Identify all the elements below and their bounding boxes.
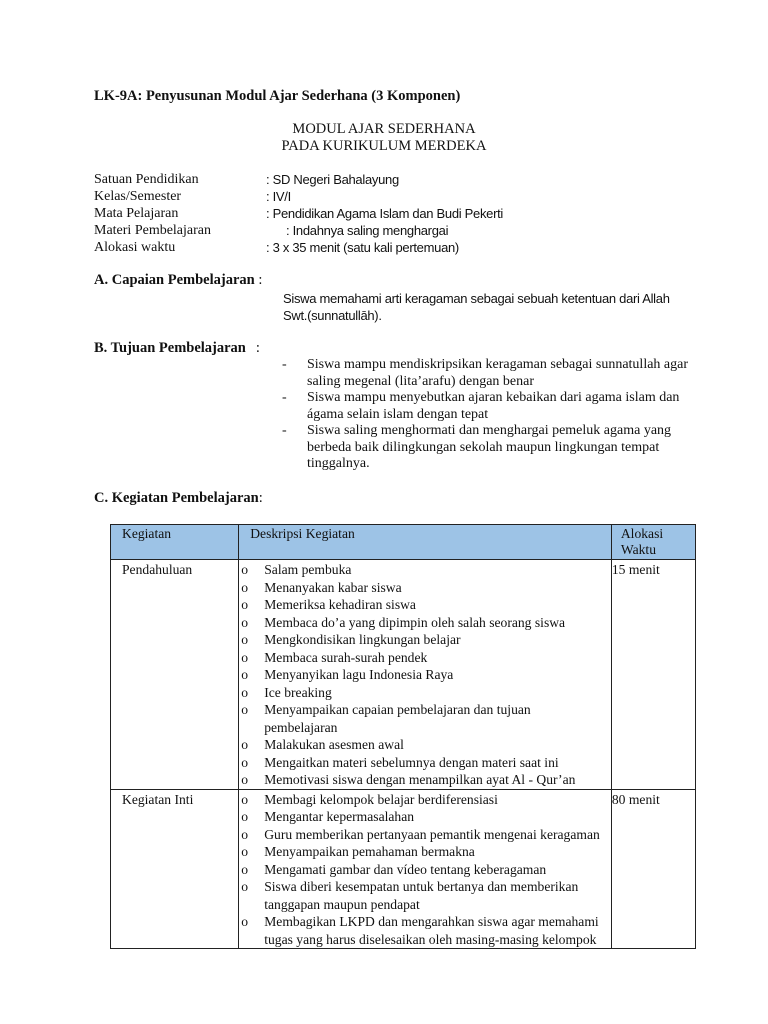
activity-time: 80 menit xyxy=(611,789,695,949)
list-item-text: Mengantar kepermasalahan xyxy=(264,809,415,824)
activity-description xyxy=(239,560,612,790)
dash-bullet: - xyxy=(282,423,287,438)
list-item-text: Membagikan LKPD dan mengarahkan siswa agar memahami tugas yang harus diselesaikan oleh masing-masing kelompok xyxy=(264,914,599,947)
list-item xyxy=(241,701,607,736)
dash-bullet: - xyxy=(282,390,287,405)
circle-bullet: o xyxy=(241,667,249,682)
identity-value: : SD Negeri Bahalayung xyxy=(266,172,399,187)
section-b-heading: B. Tujuan Pembelajaran : xyxy=(94,340,260,356)
activity-description xyxy=(239,789,612,949)
list-item xyxy=(241,614,607,632)
list-item-text: Salam pembuka xyxy=(264,562,352,577)
circle-bullet: o xyxy=(241,826,249,842)
header-alokasi: Alokasi Waktu xyxy=(611,525,695,560)
table-row xyxy=(111,560,696,790)
circle-bullet: o xyxy=(241,861,249,877)
list-item xyxy=(241,596,607,614)
circle-bullet: o xyxy=(241,614,249,630)
list-item-text: Menyampaikan capaian pembelajaran dan tujuan pembelajaran xyxy=(264,702,531,735)
activity-name: Pendahuluan xyxy=(111,560,239,790)
list-item-text: Menyanyikan lagu Indonesia Raya xyxy=(264,667,454,682)
list-item xyxy=(241,843,607,861)
list-item xyxy=(241,771,607,789)
dash-bullet: - xyxy=(282,357,287,372)
activity-table xyxy=(110,524,696,949)
list-item xyxy=(241,913,607,948)
list-item: - Siswa saling menghormati dan menghargai pemeluk agama yang berbeda baik dilingkungan sekolah maupun lingkungan tempat tinggalnya. xyxy=(282,423,672,471)
circle-bullet: o xyxy=(241,772,249,787)
table-header-row xyxy=(111,525,696,560)
section-c-heading: C. Kegiatan Pembelajaran: xyxy=(94,490,263,506)
list-item xyxy=(241,791,607,809)
list-item xyxy=(241,878,607,913)
list-item-text: Siswa diberi kesempatan untuk bertanya dan memberikan tanggapan maupun pendapat xyxy=(264,879,579,912)
list-item: - Siswa mampu menyebutkan ajaran kebaikan dari agama islam dan ágama selain islam dengan tepat xyxy=(282,390,680,422)
identity-value: : IV/I xyxy=(266,189,291,204)
list-item-text: Membagi kelompok belajar berdiferensiasi xyxy=(264,791,498,807)
list-item xyxy=(241,684,607,702)
list-item-text: Memotivasi siswa dengan menampilkan ayat Al - Qur’an xyxy=(264,772,576,787)
circle-bullet: o xyxy=(241,684,249,700)
identity-label: Kelas/Semester xyxy=(94,189,182,204)
circle-bullet: o xyxy=(241,737,249,752)
identity-value: : 3 x 35 menit (satu kali pertemuan) xyxy=(266,240,459,255)
header-deskripsi: Deskripsi Kegiatan xyxy=(239,525,612,560)
list-item-text: Menyampaikan pemahaman bermakna xyxy=(264,844,475,859)
identity-label: Alokasi waktu xyxy=(94,240,176,255)
circle-bullet: o xyxy=(241,702,249,717)
list-item-text: Malakukan asesmen awal xyxy=(264,737,404,752)
identity-value: : Indahnya saling menghargai xyxy=(286,223,449,238)
identity-label: Satuan Pendidikan xyxy=(94,172,199,187)
section-b-list xyxy=(282,357,692,473)
activity-time: 15 menit xyxy=(611,560,695,790)
list-item-text: Mengkondisikan lingkungan belajar xyxy=(264,632,461,647)
circle-bullet: o xyxy=(241,844,249,859)
header-kegiatan: Kegiatan xyxy=(111,525,239,560)
list-item-text: Memeriksa kehadiran siswa xyxy=(264,597,416,612)
list-item-text: Menanyakan kabar siswa xyxy=(264,579,402,595)
list-item xyxy=(241,861,607,879)
circle-bullet: o xyxy=(241,791,249,807)
identity-label: Materi Pembelajaran xyxy=(94,223,212,238)
circle-bullet: o xyxy=(241,809,249,824)
list-item xyxy=(241,754,607,772)
document-title: LK-9A: Penyusunan Modul Ajar Sederhana (3 Komponen) xyxy=(94,88,461,104)
circle-bullet: o xyxy=(241,597,249,612)
list-item xyxy=(241,649,607,667)
identity-label: Mata Pelajaran xyxy=(94,206,179,221)
circle-bullet: o xyxy=(241,579,249,595)
table-row xyxy=(111,789,696,949)
identity-value: : Pendidikan Agama Islam dan Budi Pekerti xyxy=(266,206,504,221)
circle-bullet: o xyxy=(241,649,249,665)
list-item xyxy=(241,666,607,684)
list-item-text: Mengamati gambar dan vídeo tentang keberagaman xyxy=(264,861,547,877)
list-item xyxy=(241,579,607,597)
list-item xyxy=(241,808,607,826)
circle-bullet: o xyxy=(241,754,249,770)
circle-bullet: o xyxy=(241,632,249,647)
list-item-text: Ice breaking xyxy=(264,684,332,700)
section-a-text: Siswa memahami arti keragaman sebagai sebuah ketentuan dari Allah Swt.(sunnatullāh). xyxy=(283,291,670,323)
list-item xyxy=(241,826,607,844)
circle-bullet: o xyxy=(241,879,249,894)
circle-bullet: o xyxy=(241,562,249,577)
list-item xyxy=(241,631,607,649)
circle-bullet: o xyxy=(241,914,249,929)
list-item xyxy=(241,736,607,754)
list-item-text: Membaca do’a yang dipimpin oleh salah seorang siswa xyxy=(264,614,566,630)
module-heading-line1: MODUL AJAR SEDERHANA xyxy=(292,121,476,137)
list-item: - Siswa mampu mendiskripsikan keragaman sebagai sunnatullah agar saling megenal (lita’arafu) dengan benar xyxy=(282,357,689,389)
list-item xyxy=(241,561,607,579)
activity-name: Kegiatan Inti xyxy=(111,789,239,949)
list-item-text: Guru memberikan pertanyaan pemantik mengenai keragaman xyxy=(264,826,600,842)
list-item-text: Mengaitkan materi sebelumnya dengan materi saat ini xyxy=(264,754,559,770)
module-heading-line2: PADA KURIKULUM MERDEKA xyxy=(281,138,487,154)
list-item-text: Membaca surah-surah pendek xyxy=(264,649,428,665)
section-a-heading: A. Capaian Pembelajaran : xyxy=(94,272,263,288)
